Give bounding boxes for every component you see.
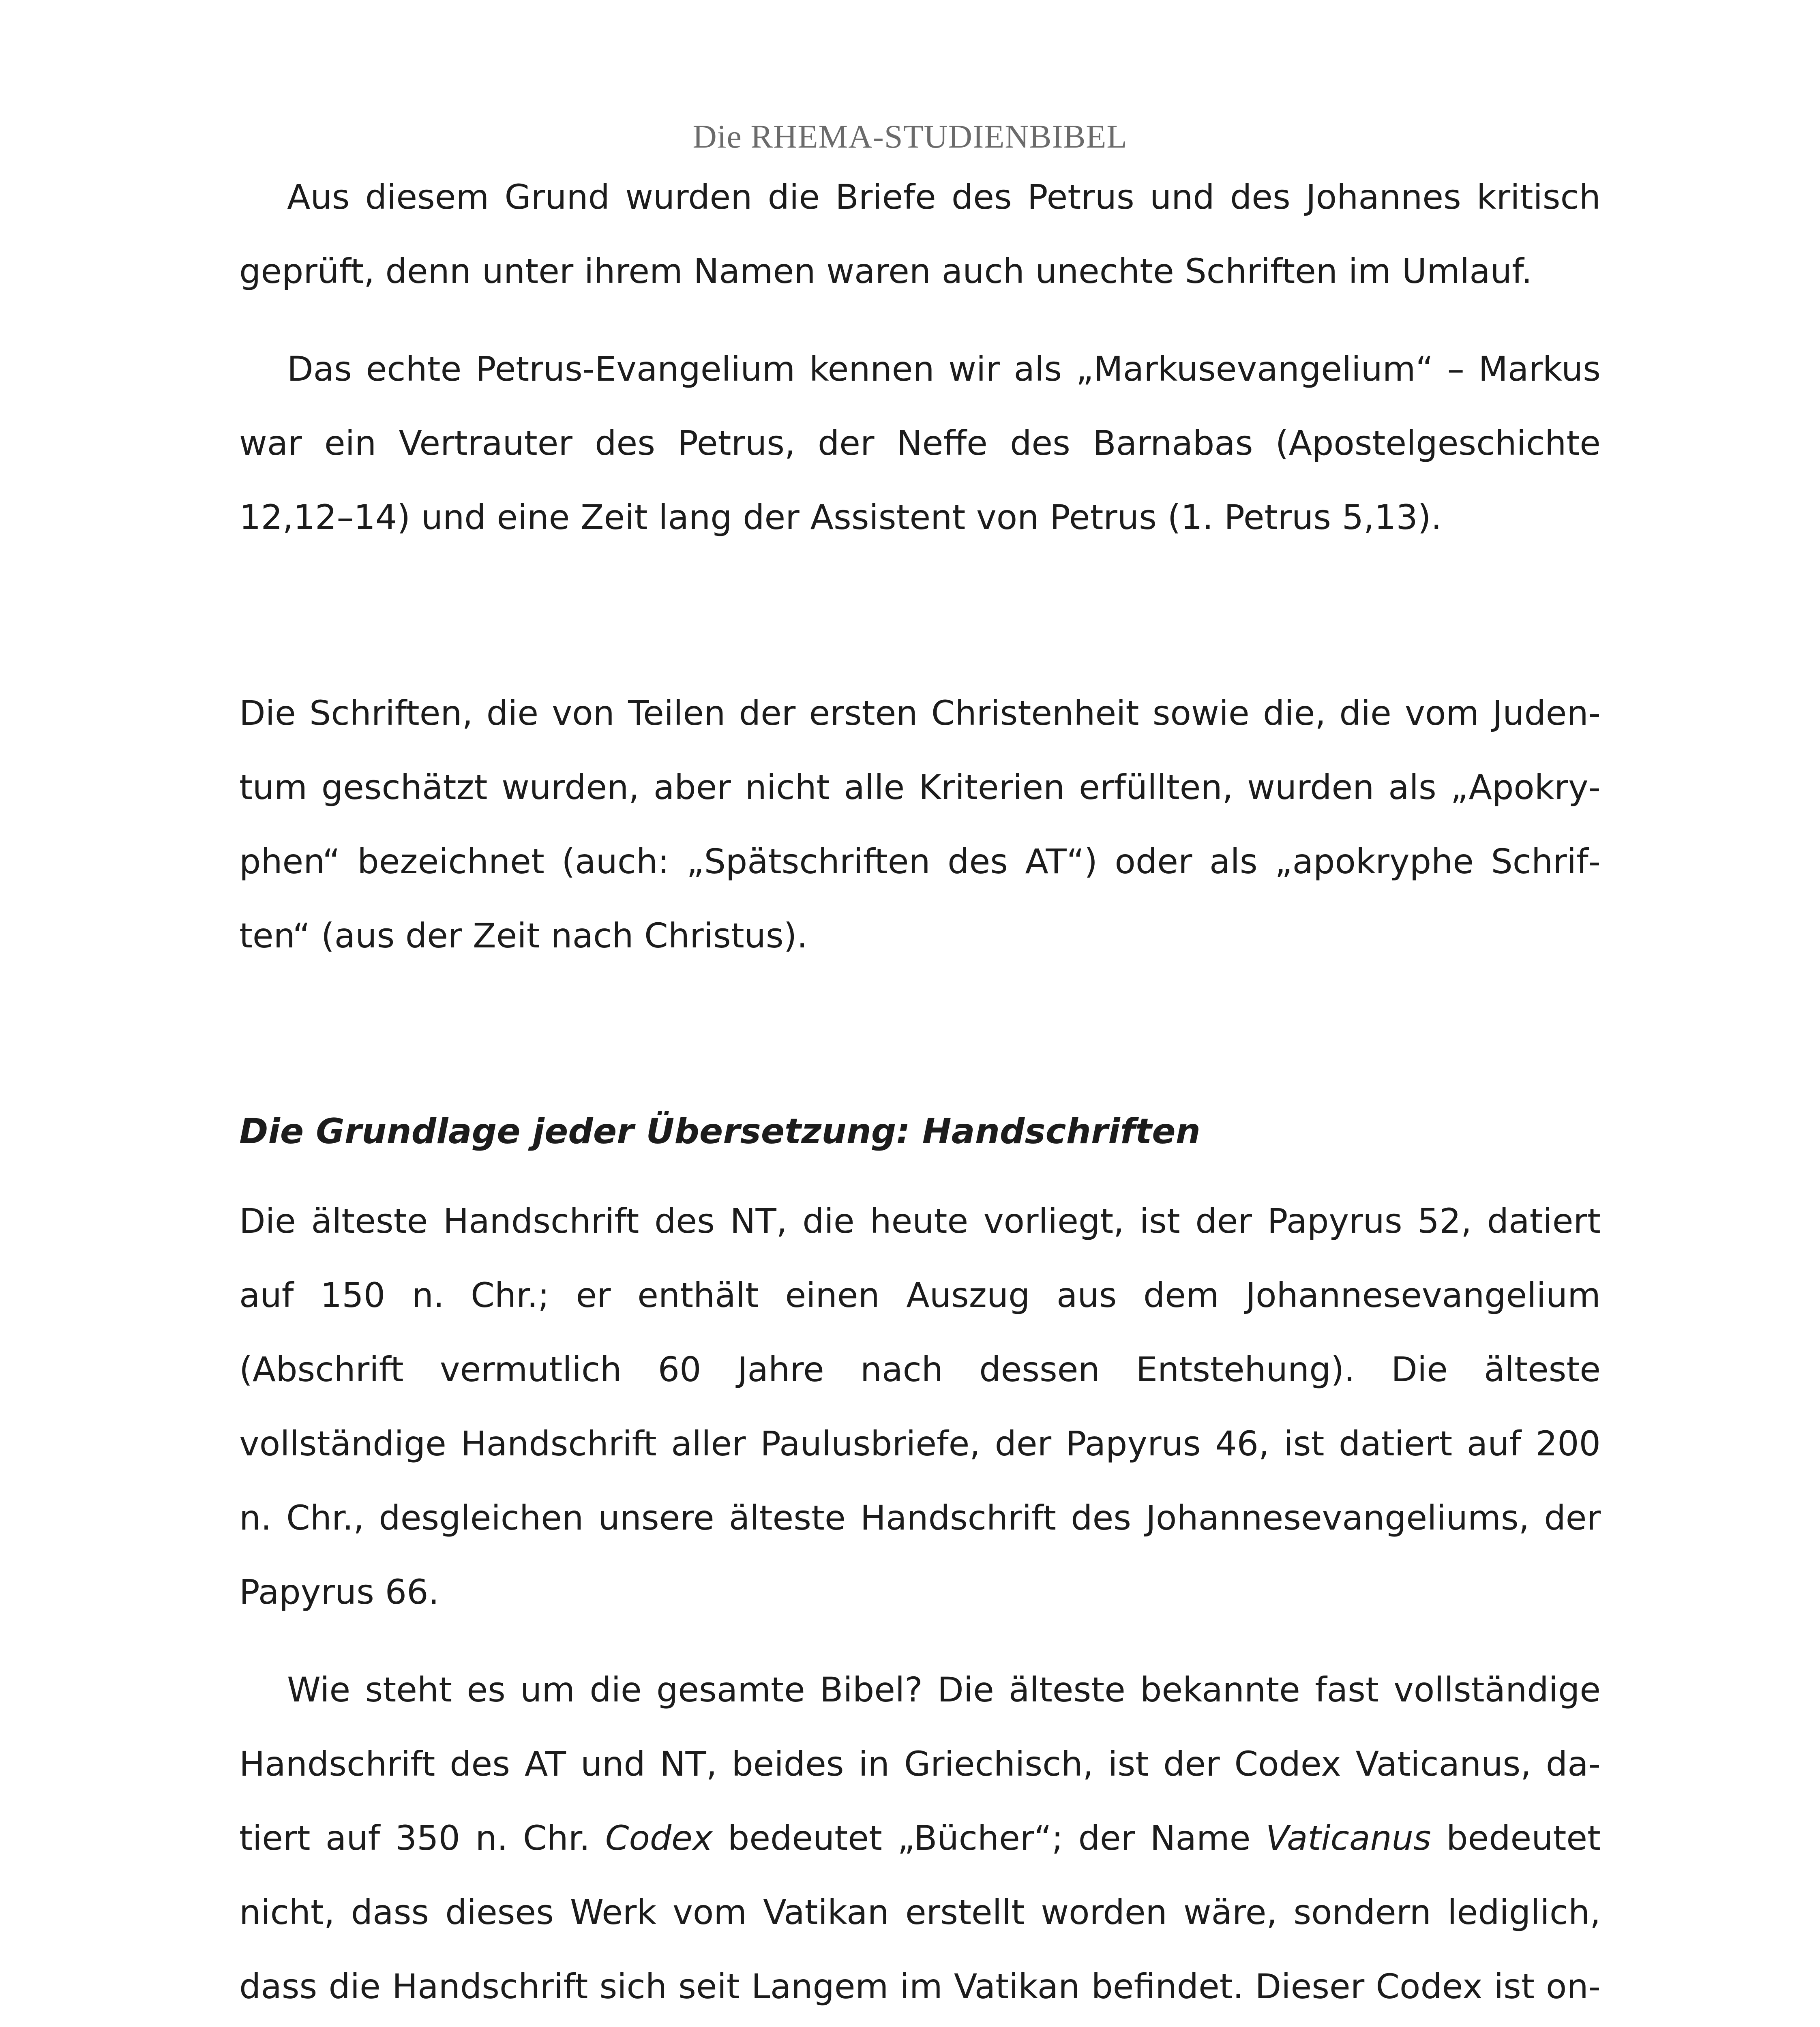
page-body (239, 160, 1601, 2027)
paragraph-petrus-evangelium: Das echte Petrus-Evangelium kennen wir als „Markusevangelium“ – Markus war ein Vertrauter des Petrus, der Neffe des Barnabas (Apostelgeschichte 12,12–14) und eine Zeit lang der Assistent von Petrus (1. Petrus 5,13). (239, 349, 1601, 537)
codex-text-part-3: bedeutet nicht, dass dieses Werk vom Vatikan erstellt worden wäre, sondern lediglich, dass die Handschrift sich seit Langem im Vatikan befindet. Dieser Codex ist on (239, 1818, 1601, 2006)
section-heading-manuscripts: Die Grundlage jeder Übersetzung: Handschriften (239, 1111, 1200, 1152)
paragraph-codex-vaticanus (239, 1653, 1601, 2027)
paragraph-letters-examined: Aus diesem Grund wurden die Briefe des Petrus und des Johannes kritisch geprüft, denn unter ihrem Namen waren auch unechte Schriften im Umlauf. (239, 177, 1601, 291)
paragraph-oldest-manuscripts: Die älteste Handschrift des NT, die heute vorliegt, ist der Papyrus 52, datiert auf 150 n. Chr.; er enthält einen Auszug aus dem Johannesevangelium (Abschrift vermutlich 60 Jahre nach dessen Entstehung). Die älteste vollständige Handschrift aller Paulusbriefe, der Papyrus 46, ist datiert auf 200 n. Chr., desgleichen unsere älteste Handschrift des Johannesevangeliums, der Papyrus 66. (239, 1201, 1601, 1612)
vaticanus-term: Vaticanus (1265, 1818, 1431, 1858)
codex-term: Codex (605, 1818, 713, 1858)
paragraph-apocrypha: Die Schriften, die von Teilen der ersten Christenheit sowie die, die vom Judentum geschätzt wurden, aber nicht alle Kriterien erfüllten, wurden als „Apokryphen“ bezeichnet (auch: „Spätschriften des AT“) oder als „apokryphe Schriften“ (aus der Zeit nach Christus). (239, 693, 1601, 956)
codex-text-part-1: Wie steht es um die gesamte Bibel? Die älteste bekannte fast vollständige Handschrift des AT und NT, beides in Griechisch, ist der Codex Vaticanus, datiert auf 350 n. Chr. (239, 1670, 1601, 1858)
running-header: Die RHEMA-STUDIENBIBEL (692, 118, 1128, 155)
codex-text-part-2: bedeutet „Bücher“; der Name (712, 1818, 1266, 1858)
